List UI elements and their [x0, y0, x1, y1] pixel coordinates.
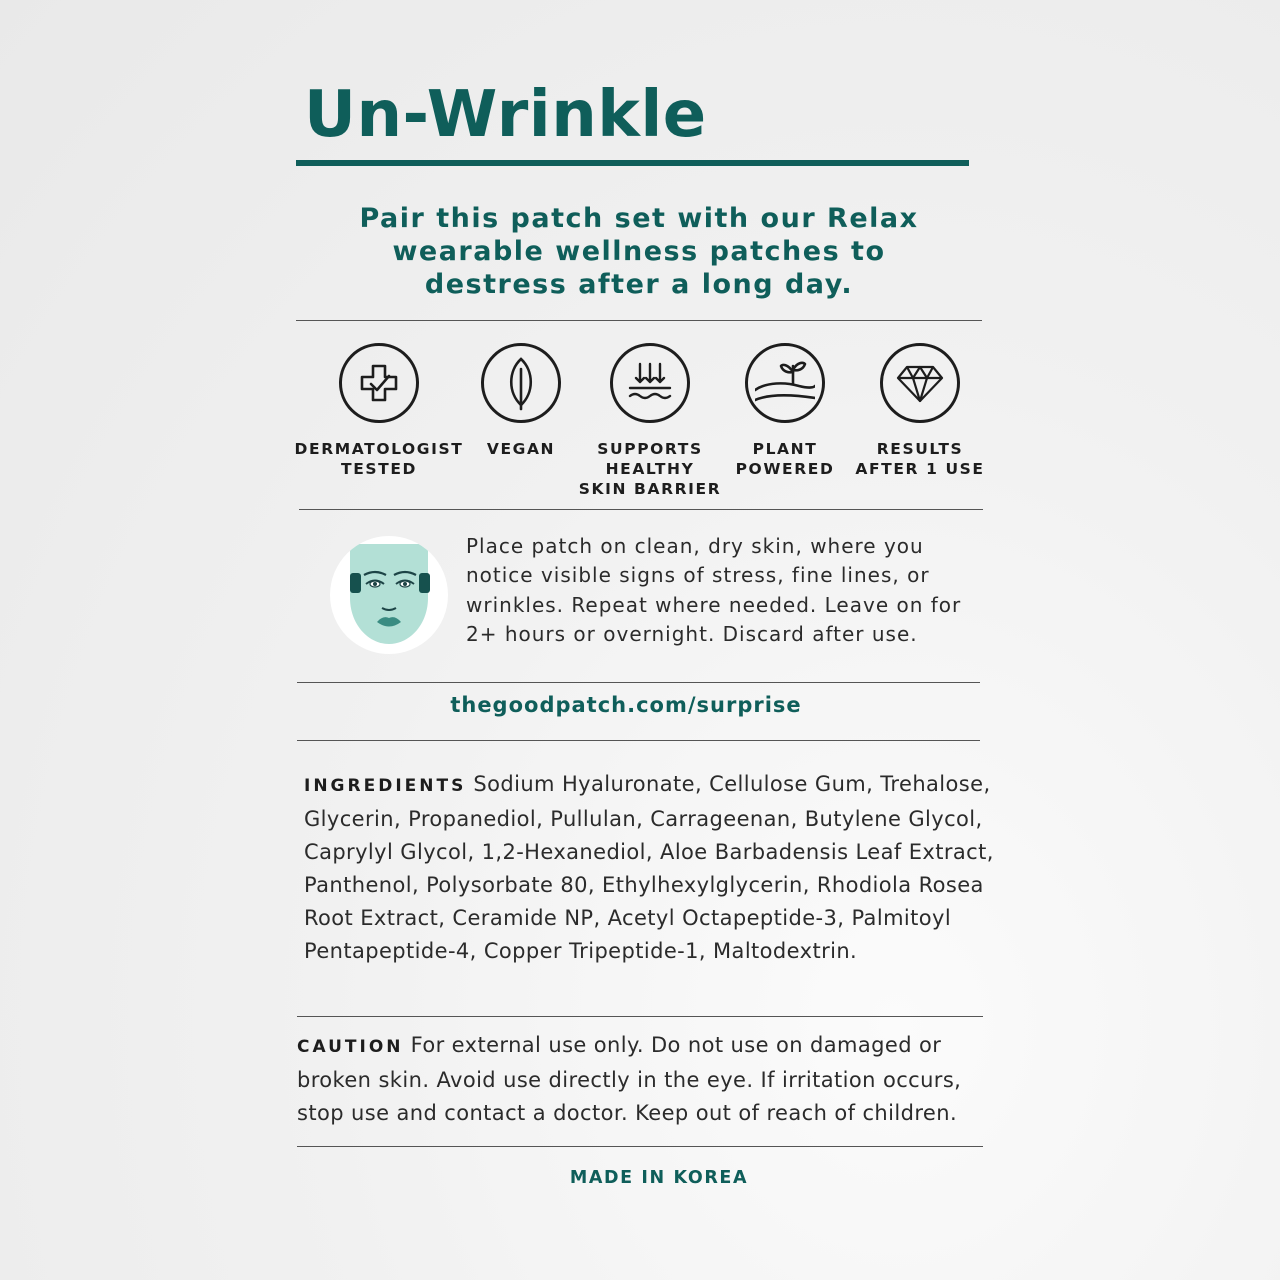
diamond-icon — [880, 343, 960, 423]
skin-barrier-icon — [610, 343, 690, 423]
sprout-icon — [745, 343, 825, 423]
badge-label: RESULTS AFTER 1 USE — [855, 440, 985, 478]
ingredients-heading: INGREDIENTS — [304, 776, 467, 796]
badge-label: VEGAN — [486, 440, 556, 458]
website-link[interactable]: thegoodpatch.com/surprise — [450, 693, 802, 717]
made-in-label: MADE IN KOREA — [569, 1168, 749, 1188]
cross-check-icon — [339, 343, 419, 423]
divider — [297, 740, 980, 741]
ingredients-list: Sodium Hyaluronate, Cellulose Gum, Trehalose, Glycerin, Propanediol, Pullulan, Carrageenan, Butylene Glycol, Caprylyl Glycol, 1,2-Hexanediol, Aloe Barbadensis Leaf Extract, Panthenol, Polysorbate 80, Ethylhexylglycerin, Rhodiola Rosea Root Extract, Ceramide NP, Acetyl Octapeptide-3, Palmitoyl Pentapeptide-4, Copper Tripeptide-1, Maltodextrin. — [304, 772, 994, 963]
title-underline — [296, 160, 969, 166]
pairing-line-3: destress after a long day. — [424, 269, 854, 300]
face-with-patches-illustration — [330, 536, 448, 654]
caution-text: For external use only. Do not use on damaged or broken skin. Avoid use directly in the eye. If irritation occurs, stop use and contact a doctor. Keep out of reach of children. — [297, 1033, 962, 1125]
relax-product-name: Relax — [827, 203, 919, 234]
caution-heading: CAUTION — [297, 1037, 404, 1057]
product-title: Un-Wrinkle — [304, 78, 707, 152]
pairing-line-1: Pair this patch set with our Relax — [359, 203, 919, 234]
divider — [297, 682, 980, 683]
leaf-icon — [481, 343, 561, 423]
usage-instructions: Place patch on clean, dry skin, where you notice visible signs of stress, fine lines, or wrinkles. Repeat where needed. Leave on for 2+ hours or overnight. Discard after use. — [466, 534, 962, 646]
pairing-message — [296, 202, 982, 301]
badge-label: SUPPORTS HEALTHY SKIN BARRIER — [578, 440, 722, 498]
divider — [296, 320, 982, 321]
divider — [297, 1146, 983, 1147]
divider — [297, 1016, 983, 1017]
badge-label: DERMATOLOGIST TESTED — [294, 440, 464, 478]
badge-label: PLANT POWERED — [735, 440, 835, 478]
pairing-line-2: wearable wellness patches to — [392, 236, 886, 267]
caution-block — [297, 1029, 987, 1130]
ingredients-block — [304, 768, 994, 968]
divider — [299, 509, 983, 510]
badge-results-after-1-use — [830, 343, 1010, 479]
